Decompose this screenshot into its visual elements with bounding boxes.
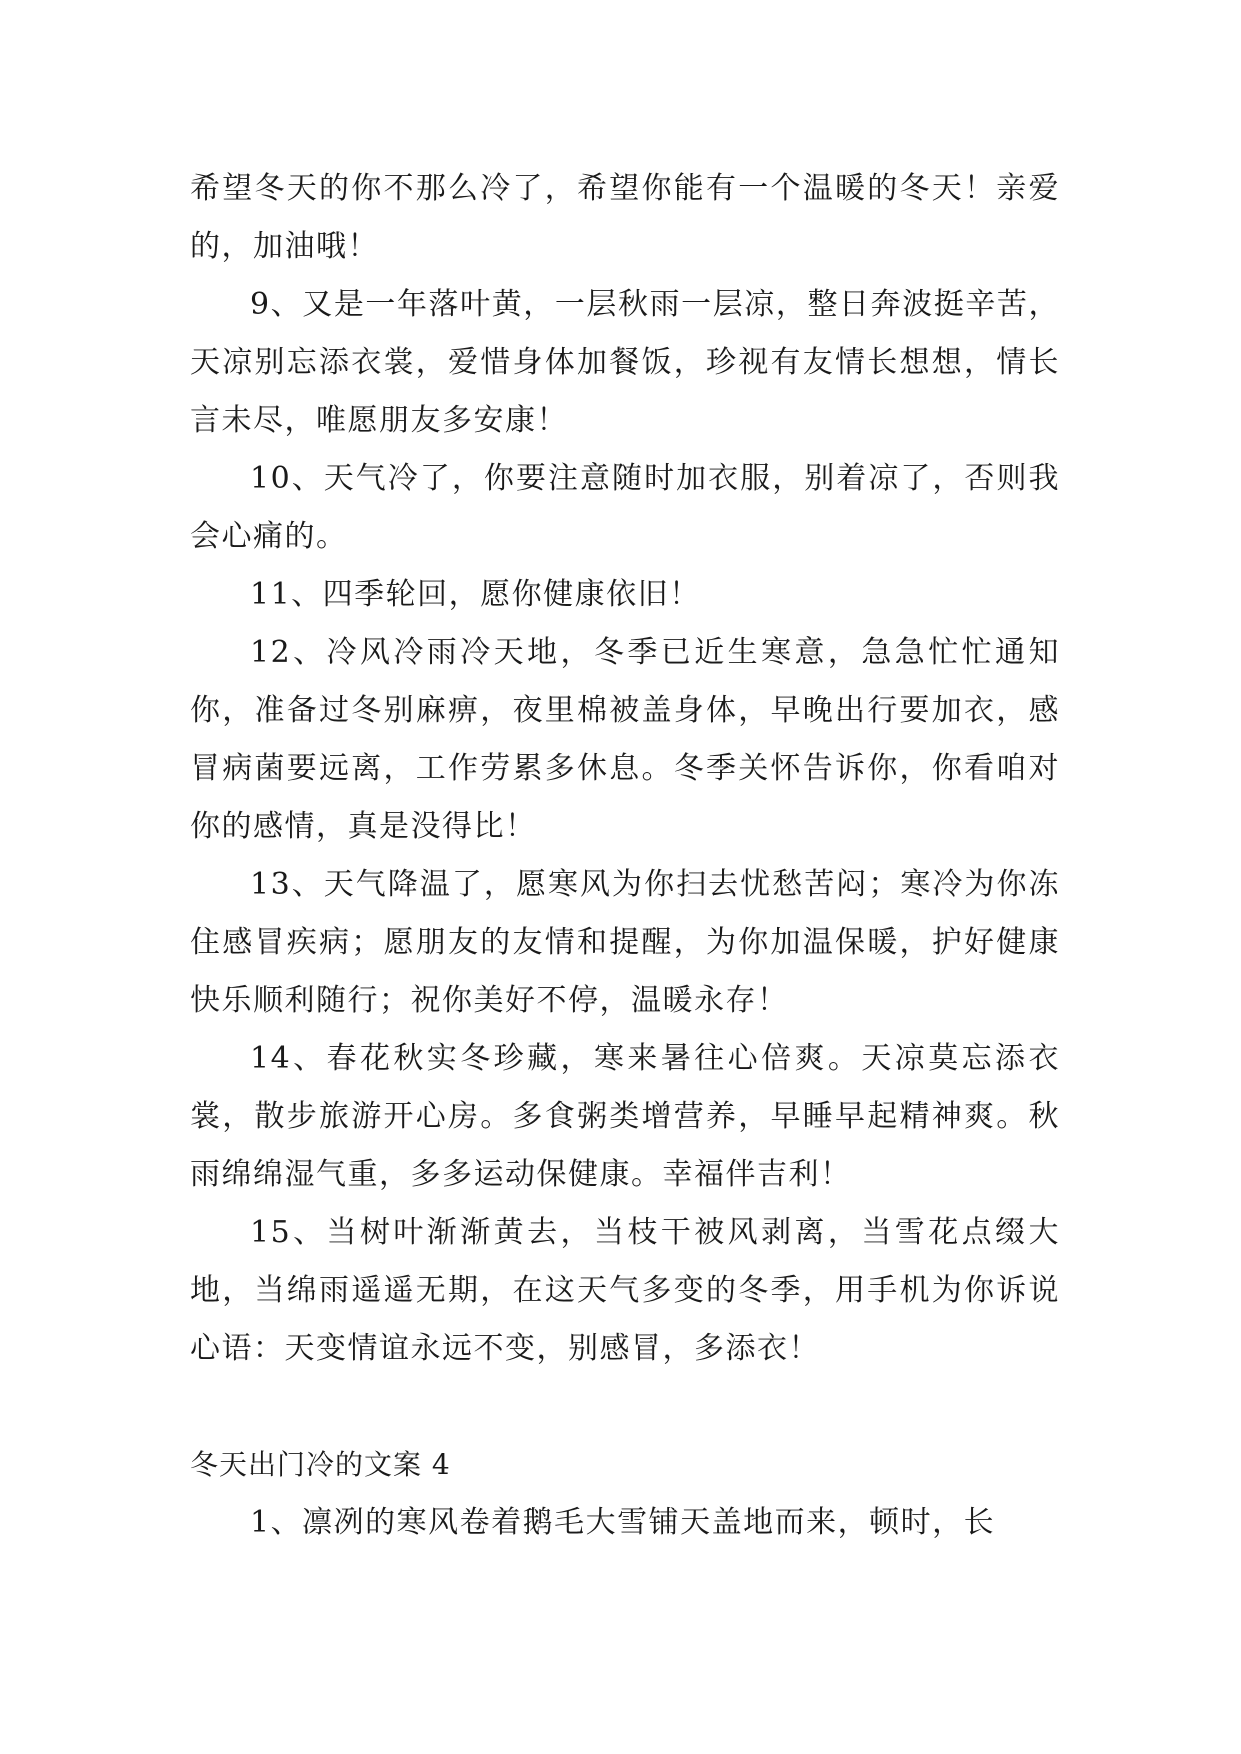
paragraph: 15、当树叶渐渐黄去，当枝干被风剥离，当雪花点缀大地，当绵雨遥遥无期，在这天气多变的冬季，用手机为你诉说心语：天变情谊永远不变，别感冒，多添衣！ bbox=[190, 1215, 1060, 1366]
section-heading: 冬天出门冷的文案 4 bbox=[190, 1448, 451, 1481]
document-body bbox=[190, 160, 1060, 1552]
paragraph: 9、又是一年落叶黄，一层秋雨一层凉，整日奔波挺辛苦，天凉别忘添衣裳，爱惜身体加餐饭，珍视有友情长想想，情长言未尽，唯愿朋友多安康！ bbox=[190, 287, 1060, 438]
paragraph: 10、天气冷了，你要注意随时加衣服，别着凉了，否则我会心痛的。 bbox=[190, 461, 1060, 554]
paragraph: 13、天气降温了，愿寒风为你扫去忧愁苦闷；寒冷为你冻住感冒疾病；愿朋友的友情和提醒，为你加温保暖，护好健康快乐顺利随行；祝你美好不停，温暖永存！ bbox=[190, 867, 1060, 1018]
paragraph: 1、凛冽的寒风卷着鹅毛大雪铺天盖地而来，顿时，长 bbox=[250, 1505, 996, 1540]
paragraph: 希望冬天的你不那么冷了，希望你能有一个温暖的冬天！亲爱的，加油哦！ bbox=[190, 171, 1060, 264]
paragraph: 11、四季轮回，愿你健康依旧！ bbox=[250, 577, 701, 612]
paragraph: 12、冷风冷雨冷天地，冬季已近生寒意，急急忙忙通知你，准备过冬别麻痹，夜里棉被盖身体，早晚出行要加衣，感冒病菌要远离，工作劳累多休息。冬季关怀告诉你，你看咱对你的感情，真是没得比！ bbox=[190, 635, 1060, 844]
paragraph: 14、春花秋实冬珍藏，寒来暑往心倍爽。天凉莫忘添衣裳，散步旅游开心房。多食粥类增营养，早睡早起精神爽。秋雨绵绵湿气重，多多运动保健康。幸福伴吉利！ bbox=[190, 1041, 1060, 1192]
